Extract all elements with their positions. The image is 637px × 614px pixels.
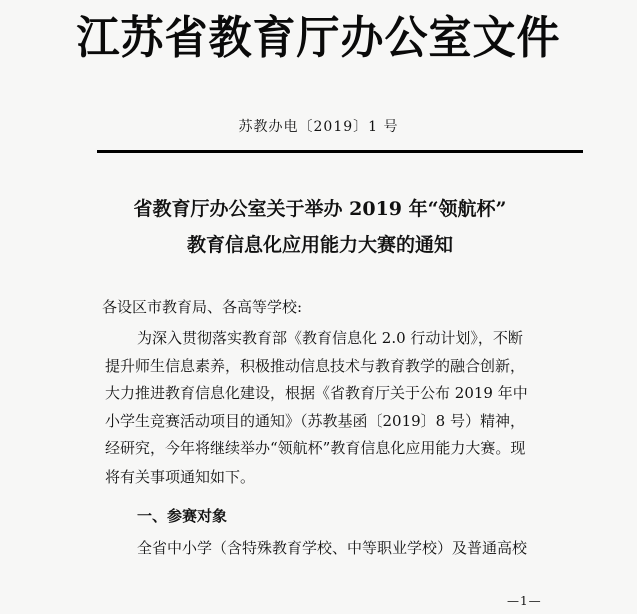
body-line: 小学生竞赛活动项目的通知》（苏教基函〔2019〕8 号）精神， (105, 412, 525, 430)
notice-title-line-2: 教育信息化应用能力大赛的通知 (186, 234, 453, 256)
body-line: 将有关事项通知如下。 (105, 468, 256, 486)
document-number: 苏教办电〔2019〕1 号 (238, 119, 399, 135)
document-header-title: 江苏省教育厅办公室文件 (76, 11, 561, 65)
header-divider (97, 150, 583, 153)
body-line: 大力推进教育信息化建设，根据《省教育厅关于公布 2019 年中 (105, 384, 528, 402)
body-line: 提升师生信息素养，积极推动信息技术与教育教学的融合创新， (105, 357, 526, 375)
body-line: 为深入贯彻落实教育部《教育信息化 2.0 行动计划》，不断 (137, 329, 523, 347)
section-heading: 一、参赛对象 (137, 507, 228, 525)
body-line: 经研究，今年将继续举办“领航杯”教育信息化应用能力大赛。现 (105, 439, 526, 457)
addressee: 各设区市教育局、各高等学校: (102, 298, 303, 316)
section-body-line: 全省中小学（含特殊教育学校、中等职业学校）及普通高校 (137, 539, 528, 557)
notice-title-line-1: 省教育厅办公室关于举办 2019 年“领航杯” (133, 198, 507, 220)
page-number: —1— (507, 594, 542, 608)
